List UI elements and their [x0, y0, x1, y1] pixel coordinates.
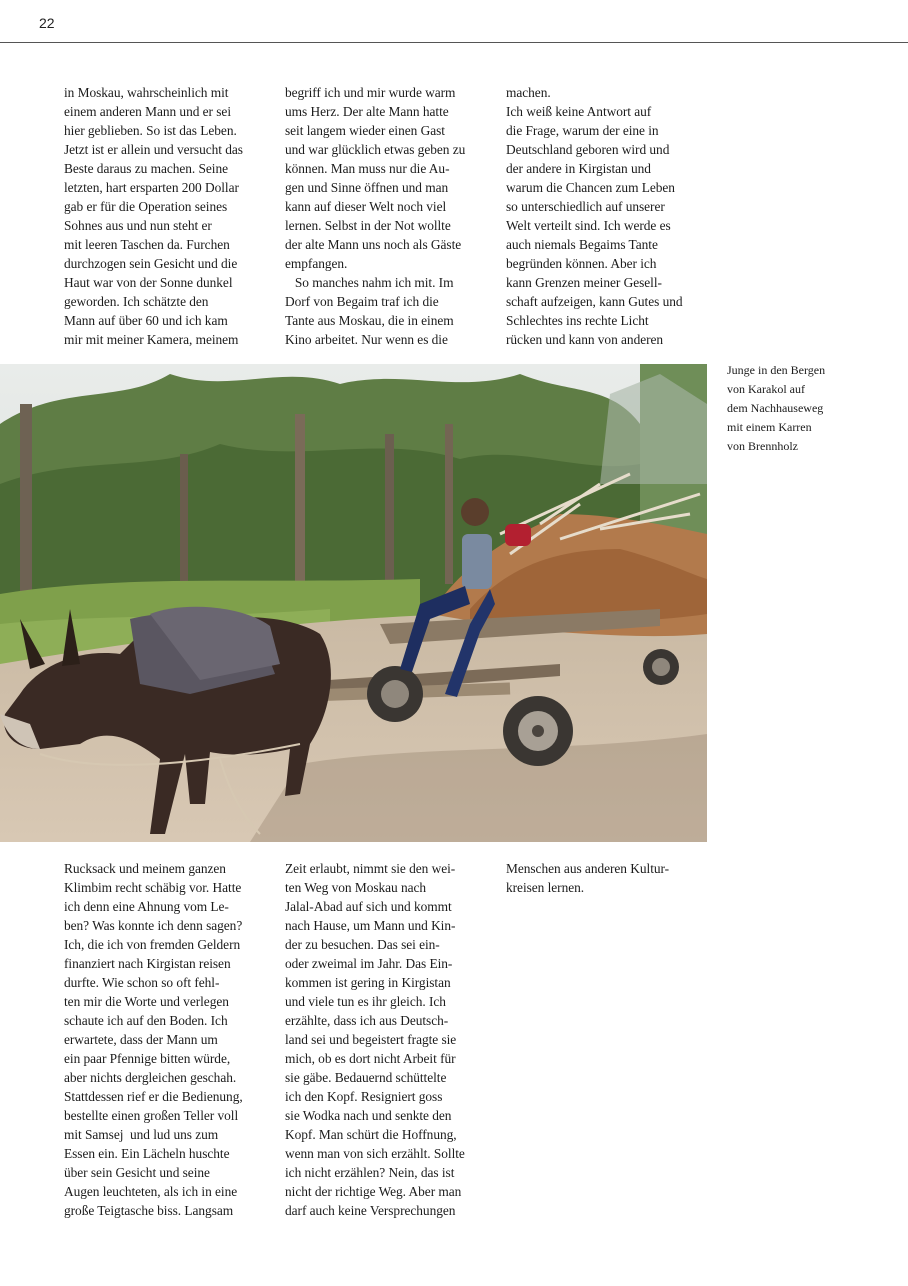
text-column-2-bottom: Zeit erlaubt, nimmt sie den wei- ten Weg von Moskau nach Jalal-Abad auf sich und kommt nach Hause, um Mann und Kin- der zu besuchen. Das sei ein- oder zweimal im Jahr. Das Ein- kommen ist gering in Kirgistan und viele tun es ihr gleich. Ich erzählte, dass ich aus Deutsch- land sei und begeistert fragte sie mich, ob es dort nicht Arbeit für sie gäbe. Bedauernd schüttelte ich den Kopf. Resigniert goss sie Wodka nach und senkte den Kopf. Man schürt die Hoffnung, wenn man von sich erzählt. Sollte ich nicht erzählen? Nein, das ist nicht der richtige Weg. Aber man darf auch keine Versprechungen: [285, 861, 465, 1218]
text-column-2-top: begriff ich und mir wurde warm ums Herz. Der alte Mann hatte seit langem wieder einen Gast und war glücklich etwas geben zu können. Man muss nur die Au- gen und Sinne öffnen und man kann auf dieser Welt noch viel lernen. Selbst in der Not wollte der alte Mann uns noch als Gäste empfangen. So manches nahm ich mit. Im Dorf von Begaim traf ich die Tante aus Moskau, die in einem Kino arbeitet. Nur wenn es die: [285, 85, 466, 347]
text-column-1-top: in Moskau, wahrscheinlich mit einem anderen Mann und er sei hier geblieben. So ist das Leben. Jetzt ist er allein und versucht das Beste daraus zu machen. Seine letzten, hart ersparten 200 Dollar gab er für die Operation seines Sohnes aus und nun steht er mit leeren Taschen da. Furchen durchzogen sein Gesicht und die Haut war von der Sonne dunkel geworden. Ich schätzte den Mann auf über 60 und ich kam mir mit meiner Kamera, meinem: [64, 85, 243, 347]
text-column-1-bottom: Rucksack und meinem ganzen Klimbim recht schäbig vor. Hatte ich denn eine Ahnung vom Le- ben? Was konnte ich denn sagen? Ich, die ich von fremden Geldern finanziert nach Kirgistan reisen durfte. Wie schon so oft fehl- ten mir die Worte und verlegen schaute ich auf den Boden. Ich erwartete, dass der Mann um ein paar Pfennige bitten würde, aber nichts dergleichen geschah. Stattdessen rief er die Bedienung, bestellte einen großen Teller voll mit Samsej und lud uns zum Essen ein. Ein Lächeln huschte über sein Gesicht und seine Augen leuchteten, als ich in eine große Teigtasche biss. Langsam: [64, 861, 243, 1218]
photo-caption: Junge in den Bergen von Karakol auf dem Nachhauseweg mit einem Karren von Brennholz: [727, 363, 826, 453]
page-number: 22: [39, 15, 55, 31]
text-column-3-bottom: Menschen aus anderen Kultur- kreisen lernen.: [506, 861, 670, 895]
text-column-3-top: machen. Ich weiß keine Antwort auf die Frage, warum der eine in Deutschland geboren wird und der andere in Kirgistan und warum die Chancen zum Leben so unterschiedlich auf unserer Welt verteilt sind. Ich werde es auch niemals Begaims Tante begründen können. Aber ich kann Grenzen meiner Gesell- schaft aufzeigen, kann Gutes und Schlechtes ins rechte Licht rücken und kann von anderen: [506, 85, 683, 347]
header-rule: [0, 42, 908, 43]
photo-donkey-cart: [0, 364, 707, 842]
